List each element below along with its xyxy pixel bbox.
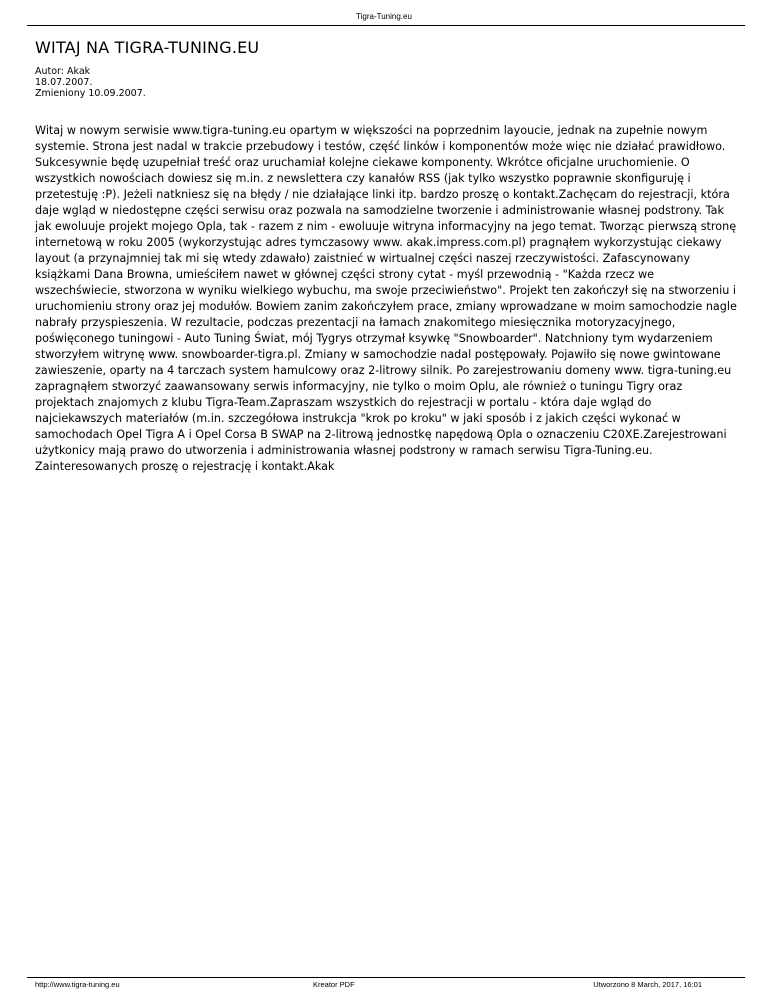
footer-divider: [27, 977, 745, 978]
footer-created-date: Utworzono 8 March, 2017, 16:01: [593, 980, 702, 989]
article-meta: [35, 66, 146, 99]
article-body: Witaj w nowym serwisie www.tigra-tuning.eu opartym w większości na poprzednim layoucie, jednak na zupełnie nowym systemie. Strona jest nadal w trakcie przebudowy i testów, część linków i komponentów może więc nie działać prawidłowo. Sukcesywnie będę uzupełniał treść oraz uruchamiał kolejne ciekawe komponenty. Wkrótce oficjalne uruchomienie. O wszystkich nowościach dowiesz się m.in. z newslettera czy kanałów RSS (jak tylko wszystko poprawnie skonfiguruję i przetestuję :P). Jeżeli natkniesz się na błędy / nie działające linki itp. bardzo proszę o kontakt.Zachęcam do rejestracji, która daje wgląd w niedostępne części serwisu oraz pozwala na samodzielne tworzenie i administrowanie własnej podstrony. Tak jak ewoluuje projekt mojego Opla, tak - razem z nim - ewoluuje witryna informacyjny na jego temat. Tworząc pierwszą stronę internetową w roku 2005 (wykorzystując adres tymczasowy www. akak.impress.com.pl) pragnąłem wykorzystując ciekawy layout (a przynajmniej tak mi się wtedy zdawało) zaistnieć w wirtualnej części naszej rzeczywistości. Zafascynowany książkami Dana Browna, umieściłem nawet w głównej części strony cytat - myśl przewodnią - "Każda rzecz we wszechświecie, stworzona w wyniku wielkiego wybuchu, ma swoje przeciwieństwo". Projekt ten zakończył się na stworzeniu i uruchomieniu strony oraz jej modułów. Bowiem zanim zakończyłem prace, zmiany wprowadzane w moim samochodzie nagle nabrały przyspieszenia. W rezultacie, podczas prezentacji na łamach znakomitego miesięcznika motoryzacyjnego, poświęconego tuningowi - Auto Tuning Świat, mój Tygrys otrzymał ksywkę "Snowboarder". Natchniony tym wydarzeniem stworzyłem witrynę www. snowboarder-tigra.pl. Zmiany w samochodzie nadal postępowały. Pojawiło się nowe gwintowane zawieszenie, oparty na 4 tarczach system hamulcowy oraz 2-litrowy silnik. Po zarejestrowaniu domeny www. tigra-tuning.eu zapragnąłem stworzyć zaawansowany serwis informacyjny, nie tylko o moim Oplu, ale również o tuningu Tigry oraz projektach znajomych z klubu Tigra-Team.Zapraszam wszystkich do rejestracji w portalu - która daje wgląd do najciekawszych materiałów (m.in. szczegółowa instrukcja "krok po kroku" w jaki sposób i z jakich części wykonać w samochodach Opel Tigra A i Opel Corsa B SWAP na 2-litrową jednostkę napędową Opla o oznaczeniu C20XE.Zarejestrowani użytkonicy mają prawo do utworzenia i administrowania własnej podstrony w ramach serwisu Tigra-Tuning.eu. Zainteresowanych proszę o rejestrację i kontakt.Akak: [35, 124, 737, 473]
footer-generator: Kreator PDF: [313, 980, 355, 989]
author-line: Autor: Akak: [35, 66, 91, 77]
article-title: WITAJ NA TIGRA-TUNING.EU: [35, 38, 260, 57]
page-header-site-name: Tigra-Tuning.eu: [356, 12, 412, 21]
header-divider: [27, 25, 745, 26]
date-created: 18.07.2007.: [35, 77, 93, 88]
footer-url: http://www.tigra-tuning.eu: [35, 980, 120, 989]
date-modified: Zmieniony 10.09.2007.: [35, 88, 146, 99]
